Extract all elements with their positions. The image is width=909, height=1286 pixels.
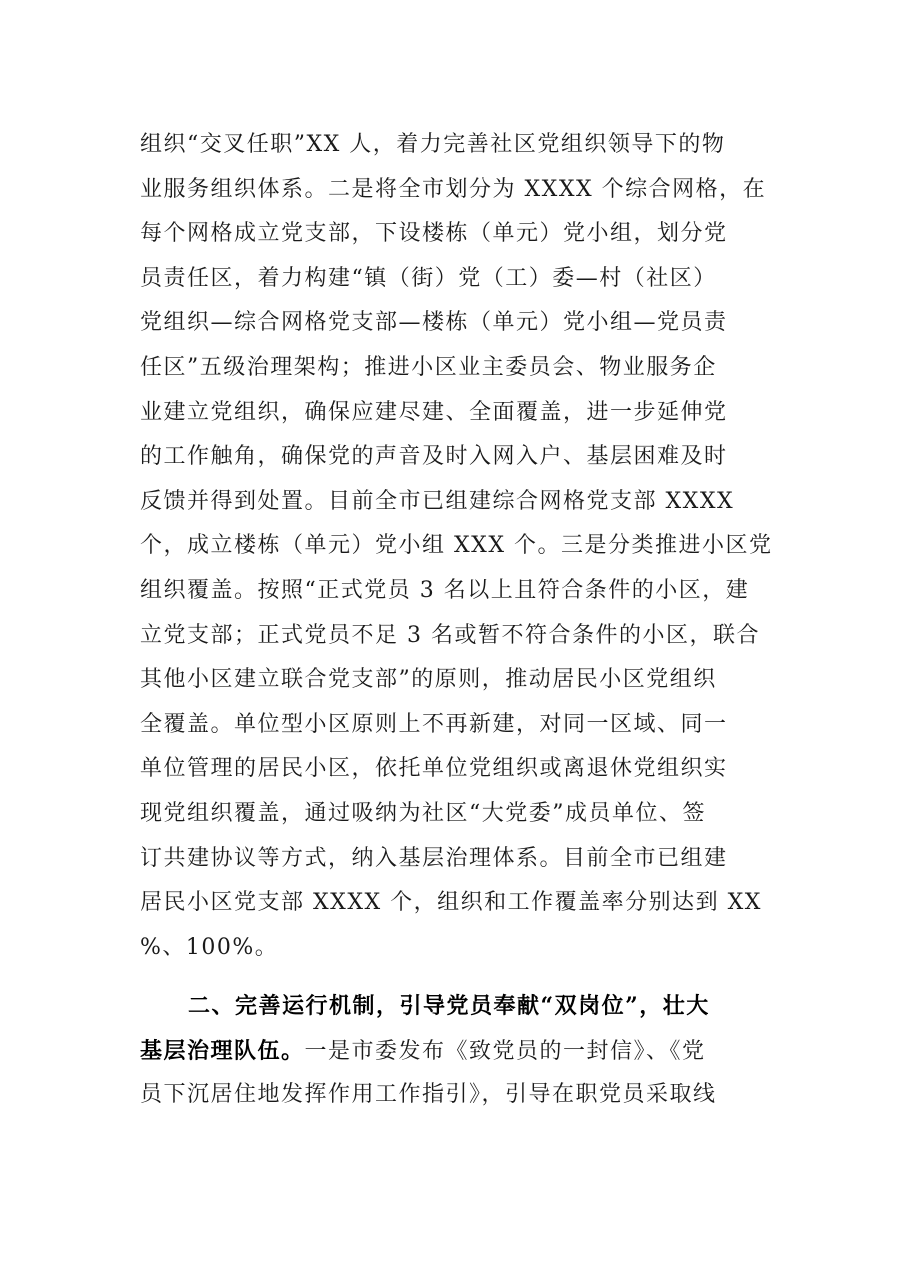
body-line: 订共建协议等方式，纳入基层治理体系。目前全市已组建 [140, 845, 728, 871]
body-line: 业建立党组织，确保应建尽建、全面覆盖，进一步延伸党 [140, 399, 728, 425]
body-line: 业服务组织体系。二是将全市划分为 XXXX 个综合网格，在 [140, 176, 767, 202]
body-line: 立党支部；正式党员不足 3 名或暂不符合条件的小区，联合 [140, 622, 760, 648]
body-line: 居民小区党支部 XXXX 个，组织和工作覆盖率分别达到 XX [140, 890, 762, 916]
body-line: 其他小区建立联合党支部”的原则，推动居民小区党组织 [140, 667, 717, 693]
body-line: 组织覆盖。按照“正式党员 3 名以上且符合条件的小区，建 [140, 577, 750, 603]
document-body [140, 123, 780, 1118]
body-line: 党组织—综合网格党支部—楼栋（单元）党小组—党员责 [140, 310, 728, 336]
section-heading: 二、完善运行机制，引导党员奉献“双岗位”，壮大 [188, 993, 710, 1020]
body-line: 反馈并得到处置。目前全市已组建综合网格党支部 XXXX [140, 488, 735, 514]
body-line: 单位管理的居民小区，依托单位党组织或离退休党组织实 [140, 756, 728, 782]
body-text: 一是市委发布《致党员的一封信》、《党 [304, 1038, 706, 1064]
section-heading-tail: 基层治理队伍。 [140, 1037, 305, 1064]
body-line: 每个网格成立党支部，下设楼栋（单元）党小组，划分党 [140, 221, 728, 247]
body-line: 现党组织覆盖，通过吸纳为社区“大党委”成员单位、签 [140, 800, 706, 826]
body-line: 员下沉居住地发挥作用工作指引》，引导在职党员采取线 [140, 1082, 717, 1108]
body-line: 的工作触角，确保党的声音及时入网入户、基层困难及时 [140, 444, 728, 470]
section-heading-continued [140, 1029, 780, 1074]
body-line: 全覆盖。单位型小区原则上不再新建，对同一区域、同一 [140, 711, 728, 737]
body-line: 任区”五级治理架构；推进小区业主委员会、物业服务企 [140, 354, 717, 380]
body-line: 员责任区，着力构建“镇（街）党（工）委—村（社区） [140, 265, 717, 291]
body-line: 个，成立楼栋（单元）党小组 XXX 个。三是分类推进小区党 [140, 533, 773, 559]
body-line: 组织“交叉任职”XX 人，着力完善社区党组织领导下的物 [140, 132, 726, 157]
body-line: %、100%。 [140, 934, 279, 960]
paragraph-gap [140, 970, 780, 984]
